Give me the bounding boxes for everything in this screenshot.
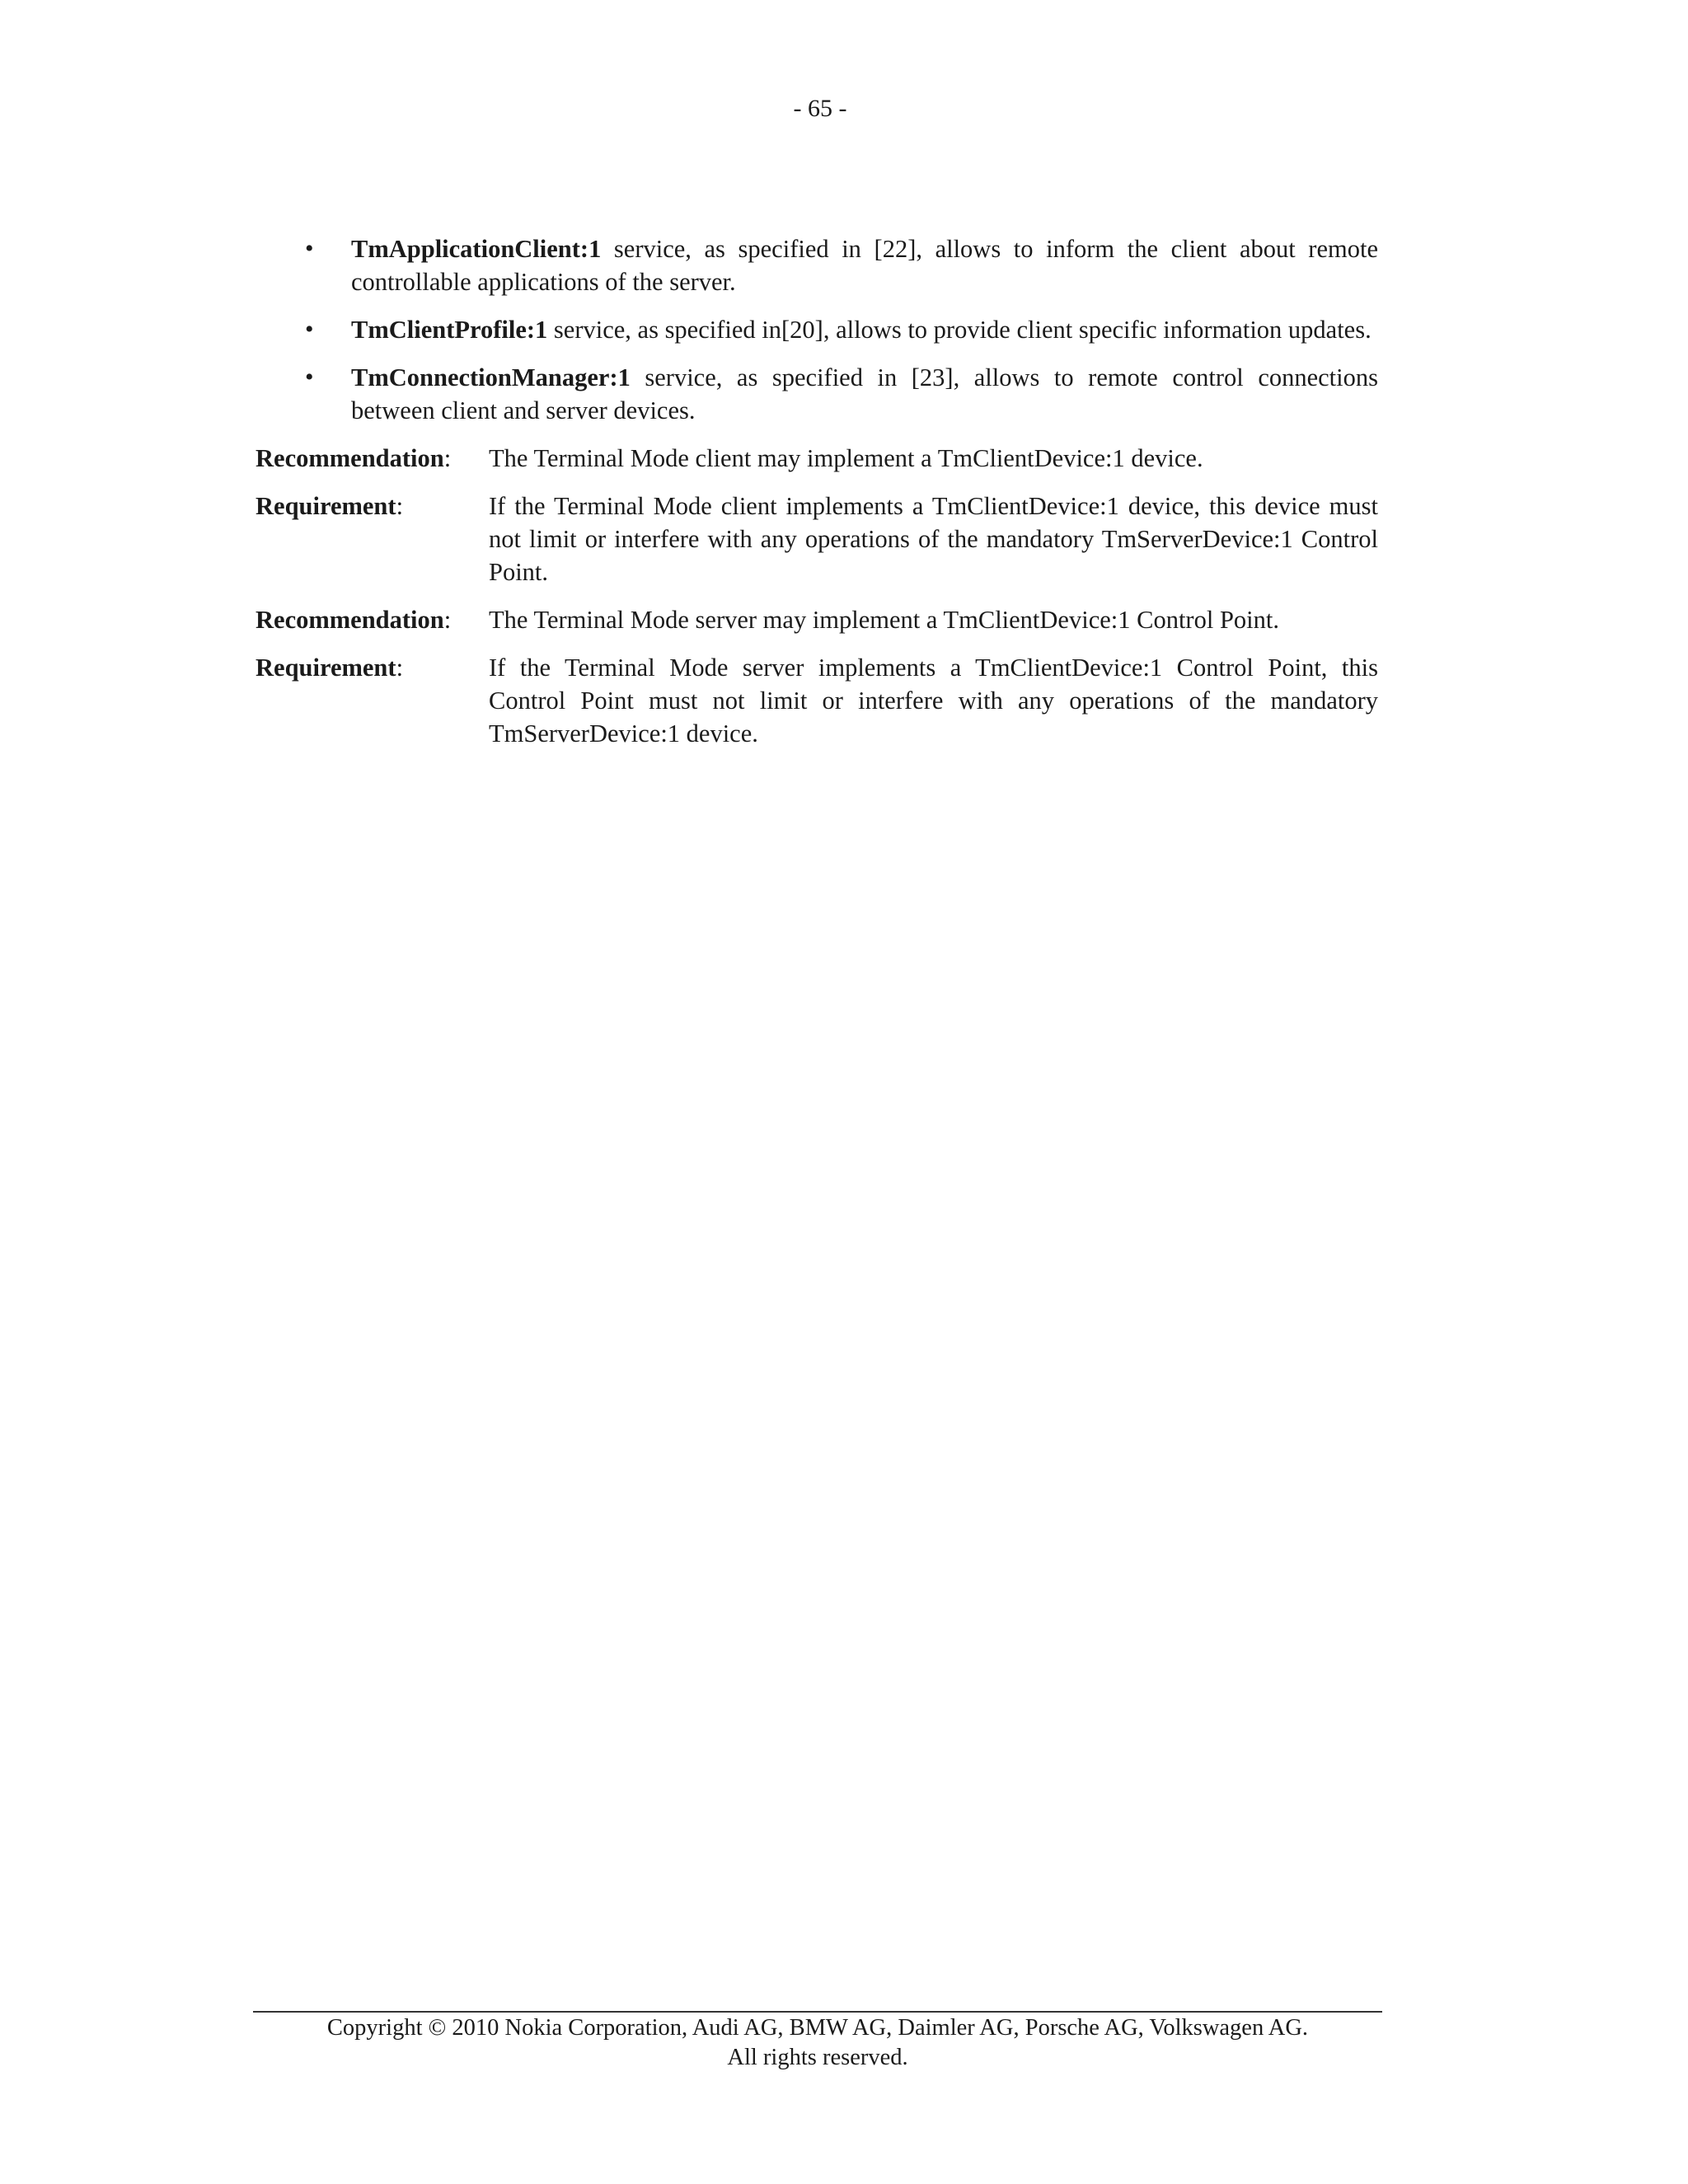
page-number: - 65 - — [793, 95, 847, 122]
list-item — [256, 361, 1378, 427]
rule-label — [256, 651, 489, 684]
document-body — [256, 232, 1378, 765]
bullet-icon: • — [305, 235, 314, 262]
rule-label — [256, 603, 489, 636]
service-name: TmConnectionManager:1 — [351, 363, 631, 391]
list-item — [256, 313, 1378, 346]
rule-label-colon: : — [443, 606, 452, 634]
service-description: service, as specified in [22], allows to inform the client about remote controllable applications of the server. — [351, 235, 1378, 296]
rule-label-text: Requirement — [256, 654, 396, 682]
rule-recommendation — [256, 442, 1378, 475]
service-list — [256, 232, 1378, 427]
bullet-icon: • — [305, 316, 314, 343]
rule-text: If the Terminal Mode server implements a TmClientDevice:1 Control Point, this Control Point must not limit or interfere with any operations of the mandatory TmServerDevice:1 device. — [489, 654, 1378, 748]
rule-label-colon: : — [443, 444, 452, 472]
rule-requirement — [256, 651, 1378, 750]
rule-text: The Terminal Mode server may implement a TmClientDevice:1 Control Point. — [489, 606, 1279, 634]
rule-label-colon: : — [396, 654, 404, 682]
service-name: TmApplicationClient:1 — [351, 235, 602, 263]
rule-label — [256, 490, 489, 523]
footer-divider — [253, 2011, 1382, 2013]
rule-label-colon: : — [396, 492, 404, 520]
service-name: TmClientProfile:1 — [351, 316, 548, 344]
service-description: service, as specified in[20], allows to provide client specific information updates. — [547, 316, 1372, 344]
rule-label — [256, 442, 489, 475]
list-item — [256, 232, 1378, 298]
copyright-line: Copyright © 2010 Nokia Corporation, Audi AG, BMW AG, Daimler AG, Porsche AG, Volkswagen AG. — [326, 2015, 1309, 2041]
rule-text: The Terminal Mode client may implement a TmClientDevice:1 device. — [489, 444, 1203, 472]
service-description: service, as specified in [23], allows to remote control connections between client and server devices. — [351, 363, 1378, 424]
rule-recommendation — [256, 603, 1378, 636]
rule-label-text: Recommendation — [256, 606, 444, 634]
rights-line: All rights reserved. — [727, 2045, 908, 2070]
bullet-icon: • — [305, 363, 314, 391]
rule-label-text: Recommendation — [256, 444, 444, 472]
copyright-footer — [253, 2013, 1382, 2073]
rule-label-text: Requirement — [256, 492, 396, 520]
rule-text: If the Terminal Mode client implements a TmClientDevice:1 device, this device must not limit or interfere with any operations of the mandatory TmServerDevice:1 Control Point. — [489, 492, 1378, 586]
rule-requirement — [256, 490, 1378, 588]
